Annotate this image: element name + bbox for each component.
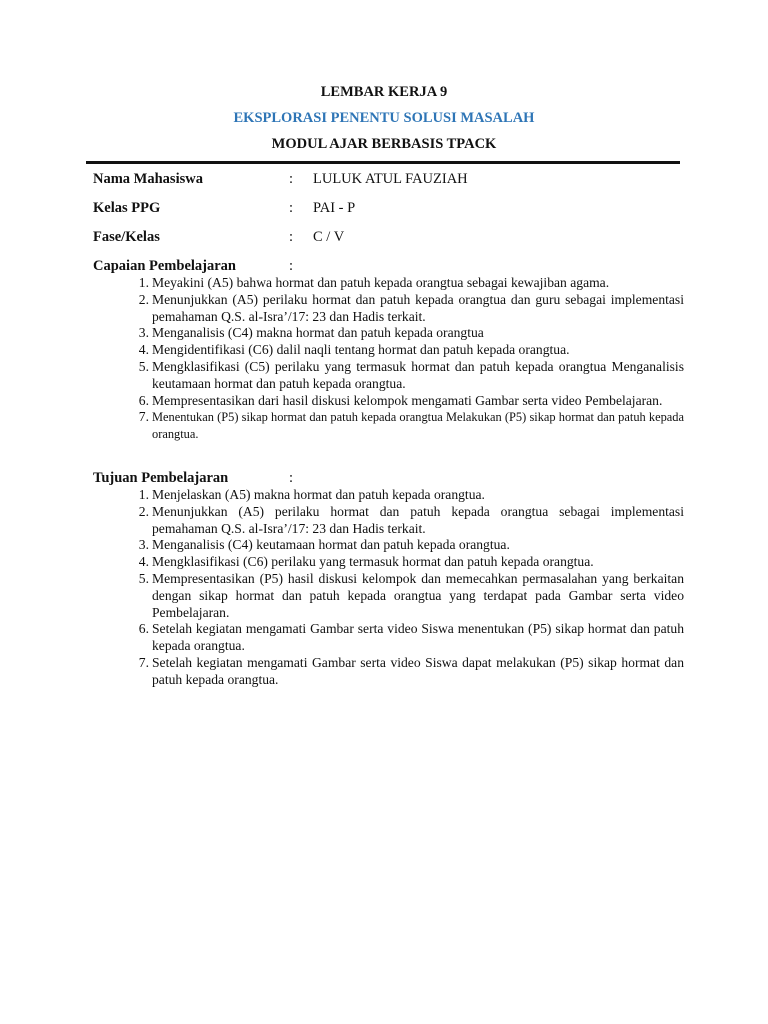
list-item	[138, 537, 684, 554]
item-number: 5.	[138, 570, 149, 586]
list-item	[138, 409, 684, 442]
item-text: Mempresentasikan dari hasil diskusi kelompok mengamati Gambar serta video Pembelajaran.	[152, 392, 663, 408]
info-label: Nama Mahasiswa	[93, 171, 203, 187]
item-text: Menentukan (P5) sikap hormat dan patuh kepada orangtua Melakukan (P5) sikap hormat dan patuh kepada orangtua.	[152, 410, 684, 441]
item-number: 4.	[138, 342, 149, 358]
section-colon: :	[289, 470, 294, 486]
list-item	[138, 503, 684, 538]
capaian-list	[138, 275, 684, 442]
item-number: 3.	[138, 325, 149, 341]
module-title: MODUL AJAR BERBASIS TPACK	[271, 136, 497, 152]
list-item	[138, 275, 684, 292]
info-value: PAI - P	[313, 200, 356, 216]
item-number: 1.	[138, 487, 149, 502]
info-label: Fase/Kelas	[93, 229, 160, 245]
item-text: Setelah kegiatan mengamati Gambar serta video Siswa menentukan (P5) sikap hormat dan patuh kepada orangtua.	[152, 621, 684, 654]
list-item	[138, 570, 684, 621]
list-item	[138, 392, 684, 410]
list-item	[138, 342, 684, 359]
item-number: 6.	[138, 621, 149, 637]
item-number: 3.	[138, 537, 149, 553]
item-text: Menganalisis (C4) keutamaan hormat dan patuh kepada orangtua.	[152, 537, 510, 553]
item-text: Menunjukkan (A5) perilaku hormat dan patuh kepada orangtua dan guru sebagai implementasi pemahaman Q.S. al-Isra’/17: 23 dan Hadis terkait.	[152, 291, 684, 324]
list-item	[138, 487, 684, 504]
item-text: Menunjukkan (A5) perilaku hormat dan patuh kepada orangtua sebagai implementasi pemahaman Q.S. al-Isra’/17: 23 dan Hadis terkait.	[152, 503, 684, 536]
item-number: 7.	[138, 654, 149, 670]
item-number: 4.	[138, 554, 149, 570]
tujuan-list	[138, 487, 684, 689]
item-number: 1.	[138, 275, 149, 290]
list-item	[138, 291, 684, 326]
item-text: Menjelaskan (A5) makna hormat dan patuh kepada orangtua.	[152, 487, 485, 502]
item-text: Mengklasifikasi (C5) perilaku yang termasuk hormat dan patuh kepada orangtua Menganalisis keutamaan hormat dan patuh kepada orangtua.	[152, 358, 684, 391]
item-number: 2.	[138, 291, 149, 307]
item-number: 5.	[138, 358, 149, 374]
item-number: 7.	[138, 409, 149, 425]
info-value: LULUK ATUL FAUZIAH	[313, 171, 468, 187]
item-text: Mempresentasikan (P5) hasil diskusi kelompok dan memecahkan permasalahan yang berkaitan dengan sikap hormat dan patuh kepada orangtua yang terdapat pada Gambar serta video Pembelajaran.	[152, 570, 684, 620]
header-divider	[86, 161, 680, 164]
list-item	[138, 654, 684, 689]
info-value: C / V	[313, 229, 345, 245]
item-text: Mengklasifikasi (C6) perilaku yang termasuk hormat dan patuh kepada orangtua.	[152, 554, 594, 570]
capaian-heading	[93, 258, 294, 275]
tujuan-heading	[93, 470, 294, 487]
item-text: Menganalisis (C4) makna hormat dan patuh kepada orangtua	[152, 325, 484, 341]
section-colon: :	[289, 258, 294, 274]
list-item	[138, 325, 684, 342]
info-colon: :	[289, 229, 294, 245]
worksheet-subtitle: EKSPLORASI PENENTU SOLUSI MASALAH	[233, 110, 535, 126]
section-heading-text: Capaian Pembelajaran	[93, 258, 236, 274]
info-colon: :	[289, 200, 294, 216]
worksheet-title: LEMBAR KERJA 9	[320, 84, 448, 100]
item-number: 6.	[138, 392, 149, 408]
list-item	[138, 358, 684, 393]
item-text: Meyakini (A5) bahwa hormat dan patuh kepada orangtua sebagai kewajiban agama.	[152, 275, 610, 290]
info-colon: :	[289, 171, 294, 187]
item-text: Mengidentifikasi (C6) dalil naqli tentang hormat dan patuh kepada orangtua.	[152, 342, 570, 358]
section-heading-text: Tujuan Pembelajaran	[93, 470, 229, 486]
info-label: Kelas PPG	[93, 200, 161, 216]
list-item	[138, 554, 684, 571]
list-item	[138, 621, 684, 655]
item-number: 2.	[138, 503, 149, 519]
item-text: Setelah kegiatan mengamati Gambar serta video Siswa dapat melakukan (P5) sikap hormat dan patuh kepada orangtua.	[152, 654, 684, 687]
